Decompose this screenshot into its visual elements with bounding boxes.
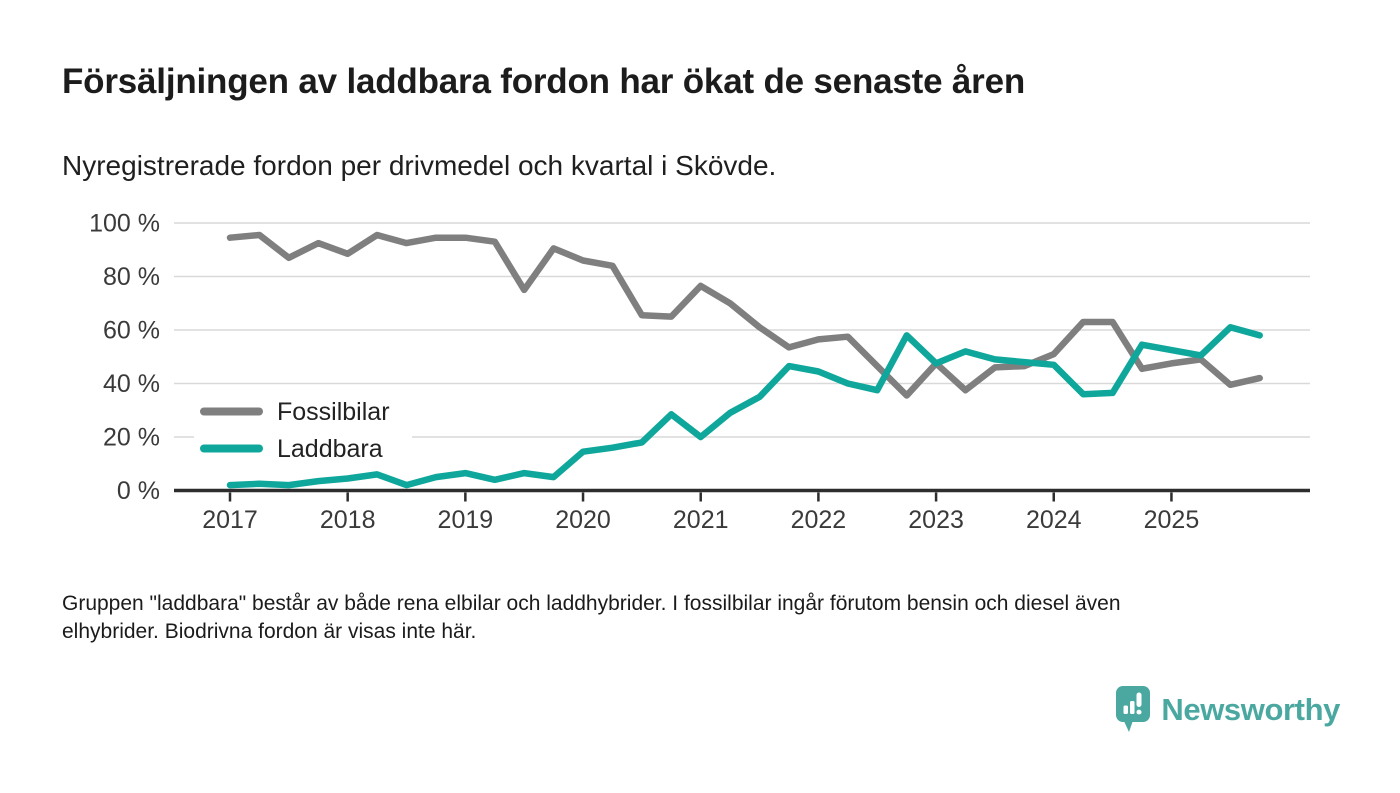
x-tick-label: 2017 — [202, 506, 258, 534]
y-tick-label: 20 % — [103, 423, 160, 452]
legend-label-fossilbilar: Fossilbilar — [277, 398, 390, 426]
newsworthy-logo-icon — [1116, 686, 1150, 733]
page-title: Försäljningen av laddbara fordon har ökat de senaste åren — [62, 62, 1026, 101]
y-tick-label: 80 % — [103, 263, 160, 291]
y-tick-label: 0 % — [116, 477, 160, 505]
x-tick-label: 2023 — [908, 506, 964, 534]
chart-subtitle: Nyregistrerade fordon per drivmedel och kvartal i Skövde. — [62, 150, 777, 181]
y-tick-label: 60 % — [103, 316, 160, 345]
x-tick-label: 2022 — [790, 506, 847, 534]
newsworthy-wordmark: Newsworthy — [1161, 691, 1340, 727]
y-tick-label: 100 % — [89, 209, 160, 238]
x-tick-label: 2018 — [319, 506, 376, 534]
x-tick-label: 2020 — [555, 506, 611, 534]
x-tick-label: 2024 — [1025, 506, 1082, 534]
x-tick-label: 2019 — [437, 506, 494, 534]
footnote-line-2: elhybrider. Biodrivna fordon är visas inte här. — [62, 620, 477, 643]
y-tick-label: 40 % — [103, 370, 160, 398]
chart-footnote — [62, 590, 1352, 646]
legend-label-laddbara: Laddbara — [277, 435, 383, 463]
series-line-fossilbilar — [230, 235, 1260, 396]
footnote-line-1: Gruppen "laddbara" består av både rena elbilar och laddhybrider. I fossilbilar ingår förutom bensin och diesel även — [62, 592, 1121, 615]
x-tick-label: 2025 — [1143, 506, 1200, 534]
x-tick-label: 2021 — [672, 506, 729, 534]
newsworthy-brand — [1116, 686, 1340, 733]
